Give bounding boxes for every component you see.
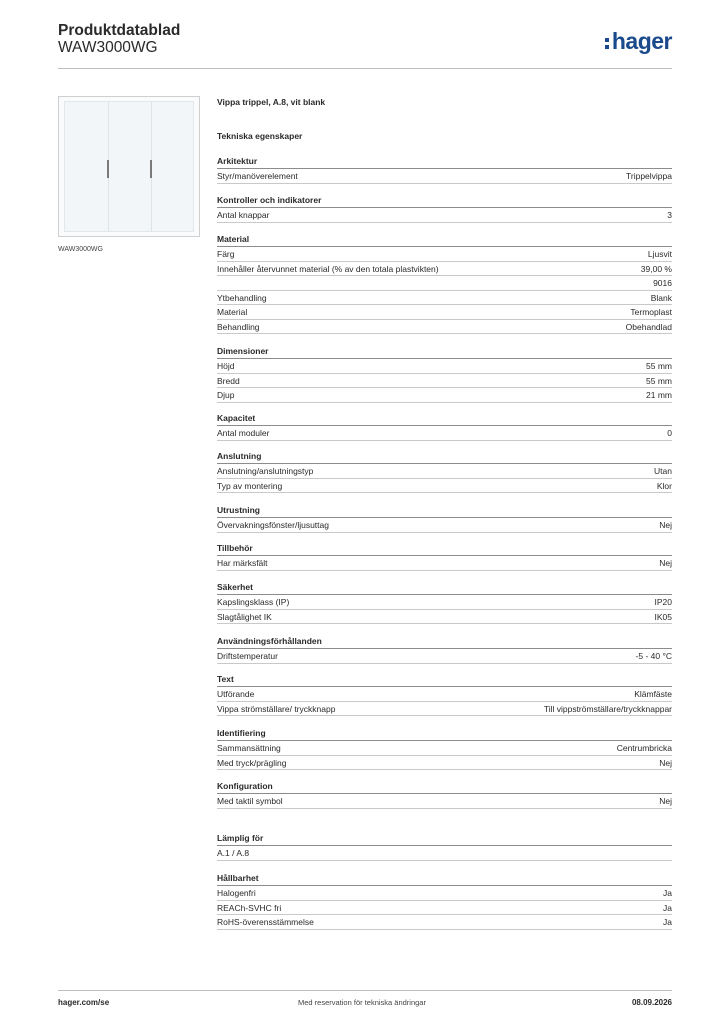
footer-divider [58, 990, 672, 991]
spec-label: Behandling [217, 321, 260, 332]
section-title: Tillbehör [217, 543, 253, 553]
spec-label: Innehåller återvunnet material (% av den totala plastvikten) [217, 263, 439, 274]
section-title: Säkerhet [217, 582, 253, 592]
hager-logo [605, 28, 672, 55]
spec-label: Halogenfri [217, 888, 256, 898]
spec-row [217, 741, 672, 756]
logo-text: hager [611, 28, 672, 54]
section-title: Material [217, 234, 250, 244]
product-name: Vippa trippel, A.8, vit blank [217, 97, 326, 107]
spec-value: Obehandlad [625, 321, 672, 332]
spec-row [217, 247, 672, 262]
spec-label: Sammansättning [217, 743, 281, 753]
triple-rocker-switch-icon [64, 101, 194, 232]
spec-label: Höjd [217, 361, 235, 371]
product-code: WAW3000WG [58, 39, 158, 56]
spec-row [217, 479, 672, 494]
spec-value: Klor [656, 480, 672, 491]
spec-label: Typ av montering [217, 480, 283, 491]
spec-row [217, 687, 672, 702]
spec-label: Driftstemperatur [217, 651, 278, 661]
spec-row [217, 291, 672, 306]
spec-value: Ja [663, 902, 672, 913]
spec-label: RoHS-överensstämmelse [217, 917, 314, 927]
section-title: Dimensioner [217, 346, 269, 356]
spec-row [217, 794, 672, 809]
spec-row [217, 915, 672, 930]
spec-value: Nej [659, 757, 672, 768]
spec-label: Antal knappar [217, 210, 270, 220]
section-title: Arkitektur [217, 156, 258, 166]
spec-row [217, 756, 672, 771]
spec-value: Till vippströmställare/tryckknappar [543, 703, 672, 714]
spec-row [217, 374, 672, 389]
technical-heading: Tekniska egenskaper [217, 131, 303, 141]
spec-value: Trippelvippa [626, 171, 672, 181]
spec-label: Kapslingsklass (IP) [217, 597, 290, 607]
logo-dots-icon [605, 36, 610, 50]
section-title: Text [217, 674, 234, 684]
spec-label: Antal moduler [217, 428, 270, 438]
spec-value: Centrumbricka [616, 743, 672, 753]
spec-label: Bredd [217, 375, 240, 386]
spec-value: 55 mm [646, 361, 672, 371]
spec-row [217, 886, 672, 901]
spec-label: Utförande [217, 689, 255, 699]
spec-value: IP20 [654, 597, 672, 607]
spec-value: Blank [650, 292, 672, 303]
spec-row [217, 901, 672, 916]
spec-value: IK05 [654, 611, 672, 622]
footer-date: 08.09.2026 [631, 998, 672, 1007]
spec-value: Ja [663, 917, 672, 927]
spec-label: Djup [217, 390, 235, 400]
section-title: Anslutning [217, 451, 262, 461]
spec-label: Styr/manöverelement [217, 171, 298, 181]
footer-note: Med reservation för tekniska ändringar [298, 998, 426, 1007]
section-title: Kapacitet [217, 413, 256, 423]
spec-label: Vippa strömställare/ tryckknapp [217, 703, 336, 714]
spec-value: Termoplast [630, 307, 672, 317]
spec-row [217, 359, 672, 374]
page-header [58, 22, 672, 68]
spec-row [217, 702, 672, 717]
product-image [58, 96, 200, 237]
section-title: Konfiguration [217, 781, 273, 791]
spec-value: Nej [659, 558, 672, 568]
spec-label: Material [217, 307, 248, 317]
spec-value: 9016 [653, 278, 672, 288]
spec-value: Nej [659, 520, 672, 530]
spec-label: Med tryck/prägling [217, 757, 287, 768]
section-title: Hållbarhet [217, 873, 259, 883]
spec-value: Utan [654, 466, 672, 476]
spec-label: A.1 / A.8 [217, 848, 250, 858]
spec-row [217, 305, 672, 320]
header-divider [58, 68, 672, 69]
spec-label: Med taktil symbol [217, 796, 283, 806]
spec-label: Har märksfält [217, 558, 268, 568]
spec-value: Ja [663, 888, 672, 898]
section-title: Lämplig för [217, 833, 264, 843]
spec-row [217, 518, 672, 533]
spec-row [217, 846, 672, 861]
spec-label: Ytbehandling [217, 292, 267, 303]
spec-row [217, 208, 672, 223]
spec-label: Övervakningsfönster/ljusuttag [217, 520, 329, 530]
footer-website[interactable]: hager.com/se [58, 998, 110, 1007]
spec-value: Klämfäste [634, 689, 672, 699]
spec-row [217, 595, 672, 610]
product-image-caption: WAW3000WG [58, 246, 103, 253]
spec-value: 0 [667, 428, 672, 438]
spec-value: 55 mm [646, 375, 672, 386]
spec-row [217, 649, 672, 664]
section-title: Användningsförhållanden [217, 636, 322, 646]
spec-value: 3 [667, 210, 672, 220]
spec-label: REACh-SVHC fri [217, 902, 282, 913]
spec-label: Slagtålighet IK [217, 611, 272, 622]
spec-row [217, 556, 672, 571]
spec-value: Nej [659, 796, 672, 806]
spec-value: 39,00 % [640, 263, 672, 274]
spec-row [217, 464, 672, 479]
spec-row [217, 388, 672, 403]
spec-value: 21 mm [646, 390, 672, 400]
spec-row [217, 426, 672, 441]
spec-label: Färg [217, 249, 235, 259]
spec-row [217, 276, 672, 291]
spec-value: Ljusvit [647, 249, 672, 259]
section-title: Kontroller och indikatorer [217, 195, 322, 205]
spec-label: Anslutning/anslutningstyp [217, 466, 314, 476]
document-title: Produktdatablad [58, 22, 181, 39]
spec-row [217, 169, 672, 184]
section-title: Utrustning [217, 505, 260, 515]
spec-value: -5 - 40 °C [635, 651, 672, 661]
spec-row [217, 262, 672, 277]
spec-row [217, 320, 672, 335]
spec-row [217, 610, 672, 625]
section-title: Identifiering [217, 728, 266, 738]
